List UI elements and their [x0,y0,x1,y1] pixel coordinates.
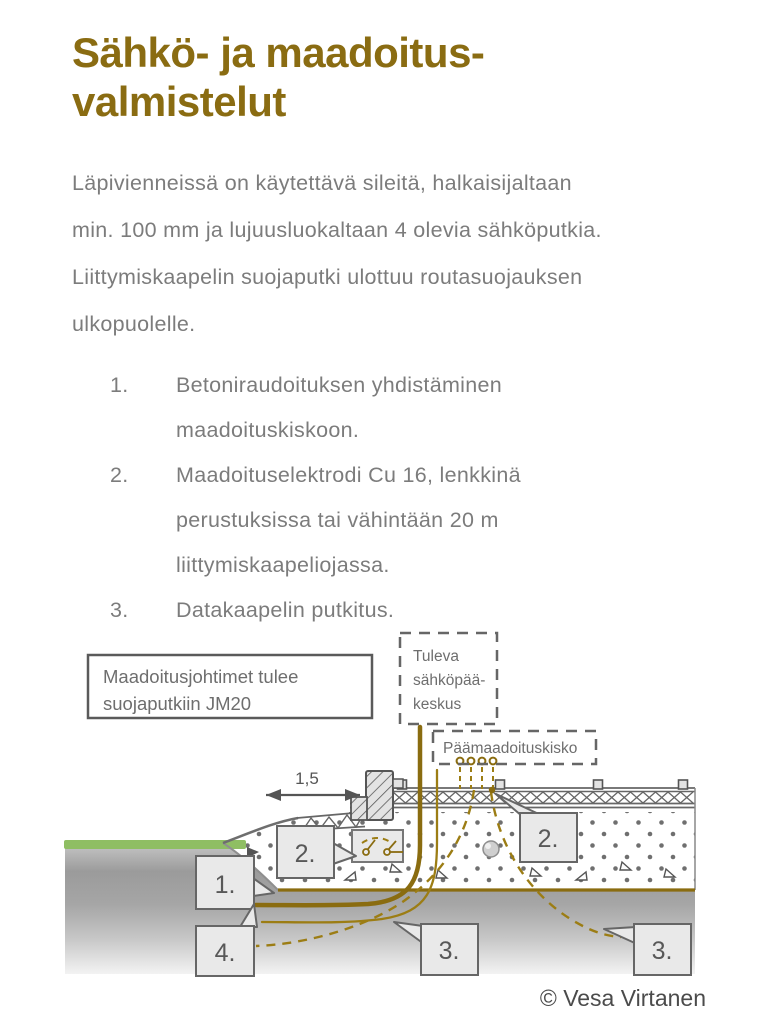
list-item-number: 2. [110,463,129,487]
grass-strip [64,840,246,849]
conduit-label-box [88,655,372,718]
callout-3-right-label: 3. [651,937,673,965]
list-item-line: Datakaapelin putkitus. [176,598,395,622]
list-item [110,588,710,633]
callout-1-label: 1. [214,871,236,899]
callout-2-right-label: 2. [537,825,559,853]
main-earthing-bar-label: Päämaadoituskisko [443,740,578,757]
future-panel-line3: keskus [413,696,462,713]
cable-junction-dot [489,787,495,793]
list-item-line: Maadoituselektrodi Cu 16, lenkkinä [176,463,521,487]
callout-4-label: 4. [214,939,236,967]
stone-ball-highlight [485,843,491,849]
earthing-bar-drops [460,767,493,789]
list-item-line: maadoituskiskoon. [176,418,360,442]
future-panel-box [400,633,497,724]
title-line-1: Sähkö- ja maadoitus- [72,29,485,76]
list-item [110,453,710,588]
title-line-2: valmistelut [72,78,286,125]
dimension-label: 1,5 [295,769,319,788]
earthing-clamp-detail [352,830,403,862]
numbered-list [110,363,710,633]
conduit-label-line1: Maadoitusjohtimet tulee [103,666,299,687]
list-item-number: 1. [110,373,129,397]
dimension-arrow [266,769,360,801]
foundation-earthing-diagram [0,628,768,1000]
list-item-number: 3. [110,598,129,622]
future-panel-line2: sähköpää- [413,672,486,689]
paragraph-line: Läpivienneissä on käytettävä sileitä, halkaisijaltaan [72,171,572,195]
conduit-label-line2: suojaputkiin JM20 [103,693,252,714]
page-title [72,28,484,126]
paragraph-line: Liittymiskaapelin suojaputki ulottuu routasuojauksen [72,265,583,289]
future-panel-line1: Tuleva [413,648,459,665]
list-item-line: liittymiskaapeliojassa. [176,553,390,577]
intro-paragraph [72,160,712,348]
copyright-text: © Vesa Virtanen [539,985,706,1011]
callout-3-mid-label: 3. [438,937,460,965]
stone-ball [483,841,499,857]
list-item-line: Betoniraudoituksen yhdistäminen [176,373,503,397]
list-item-line: perustuksissa tai vähintään 20 m [176,508,499,532]
floor-truss [350,788,695,808]
callout-2-left-label: 2. [294,840,316,868]
paragraph-line: ulkopuolelle. [72,312,196,336]
paragraph-line: min. 100 mm ja lujuusluokaltaan 4 olevia sähköputkia. [72,218,602,242]
list-item [110,363,710,453]
